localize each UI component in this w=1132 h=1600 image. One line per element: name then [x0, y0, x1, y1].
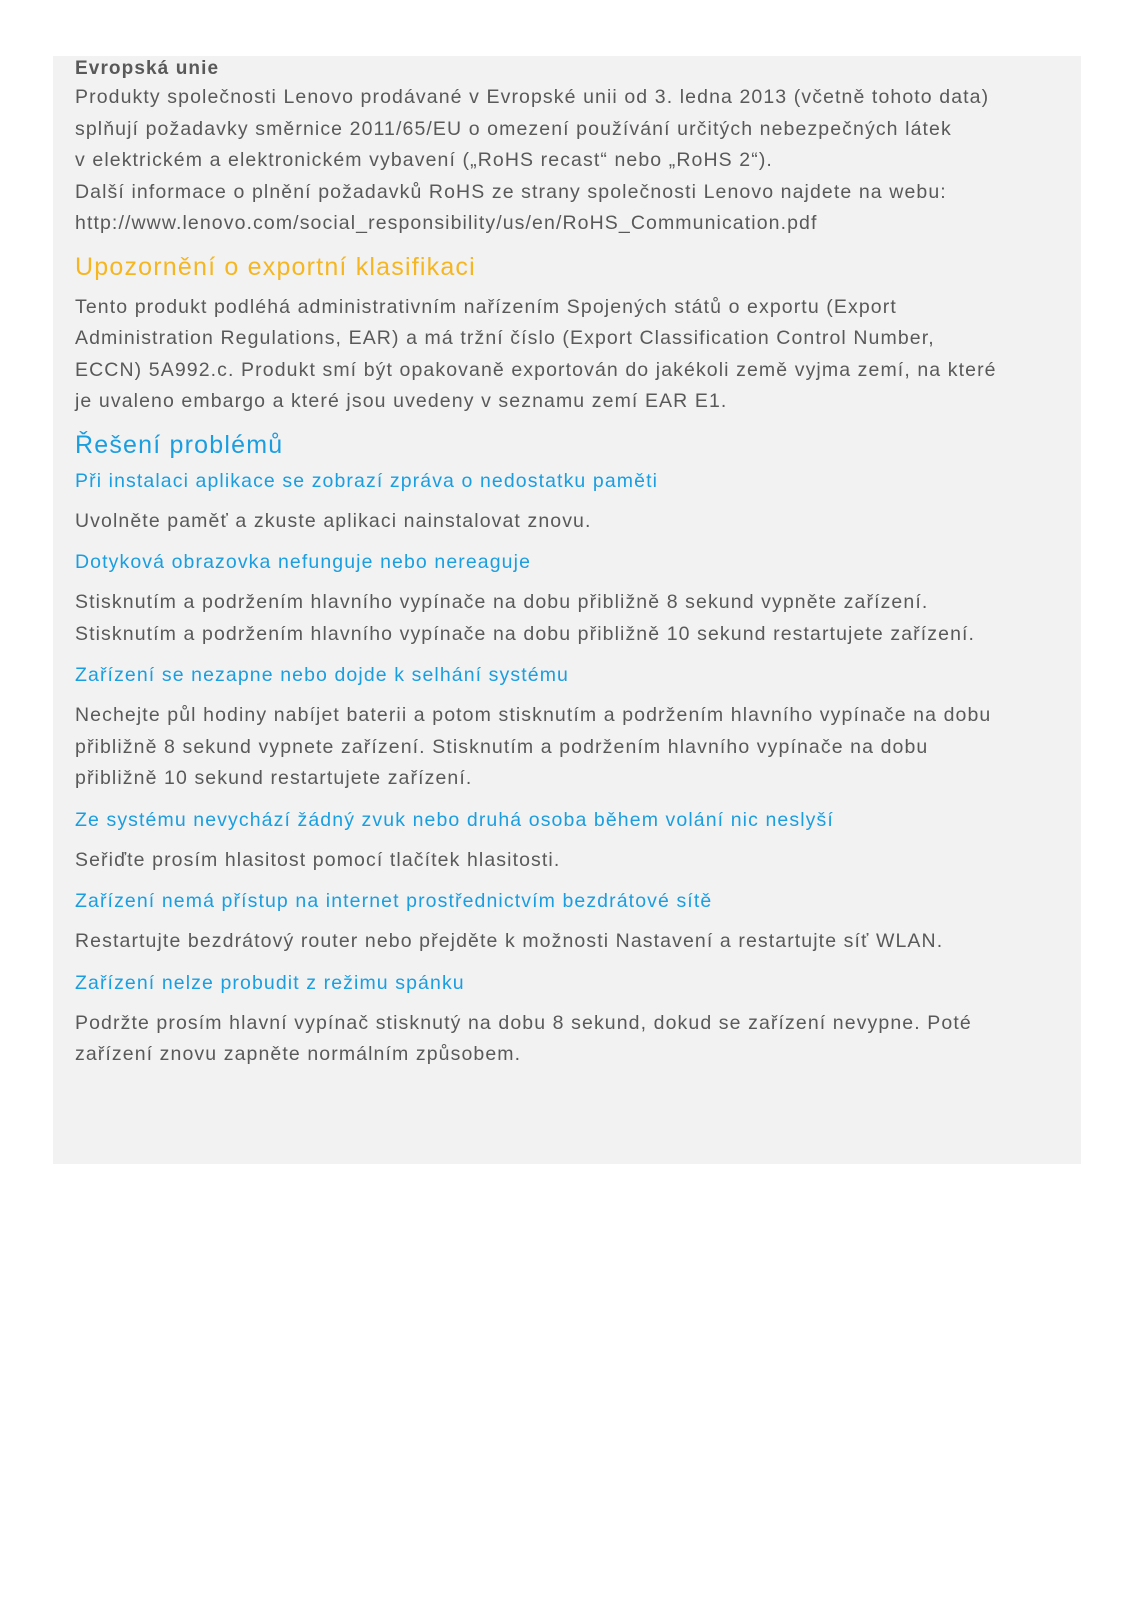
faq-answer-line: Restartujte bezdrátový router nebo přejděte k možnosti Nastavení a restartujte síť WLAN.	[75, 930, 944, 952]
eu-section	[75, 56, 1075, 240]
faq-answer-line: Uvolněte paměť a zkuste aplikaci nainstalovat znovu.	[75, 509, 592, 532]
faq-question: Dotyková obrazovka nefunguje nebo nereaguje	[75, 551, 532, 573]
faq-answer-line: Stisknutím a podržením hlavního vypínače na dobu přibližně 10 sekund restartujete zařízení.	[75, 622, 976, 645]
faq-item	[75, 968, 1075, 1071]
export-section	[75, 252, 1075, 418]
export-line: Tento produkt podléhá administrativním nařízením Spojených států o exportu (Export	[75, 295, 897, 318]
eu-line: splňují požadavky směrnice 2011/65/EU o omezení používání určitých nebezpečných látek	[75, 117, 952, 140]
rohs-link[interactable]: http://www.lenovo.com/social_responsibility/us/en/RoHS_Communication.pdf	[75, 212, 818, 234]
export-line: ECCN) 5A992.c. Produkt smí být opakovaně exportován do jakékoli země vyjma zemí, na které	[75, 358, 997, 381]
export-line: Administration Regulations, EAR) a má tržní číslo (Export Classification Control Number,	[75, 327, 935, 349]
eu-line: Produkty společnosti Lenovo prodávané v Evropské unii od 3. ledna 2013 (včetně tohoto data)	[75, 86, 990, 108]
faq-answer-line: Podržte prosím hlavní vypínač stisknutý na dobu 8 sekund, dokud se zařízení nevypne. Poté	[75, 1011, 972, 1034]
faq-item	[75, 886, 1075, 958]
faq-answer-line: přibližně 8 sekund vypnete zařízení. Stisknutím a podržením hlavního vypínače na dobu	[75, 735, 929, 758]
faq-question: Zařízení se nezapne nebo dojde k selhání systému	[75, 664, 569, 686]
faq-answer	[75, 845, 1075, 877]
faq-item	[75, 466, 1075, 538]
faq-answer	[75, 700, 1075, 795]
faq-answer	[75, 587, 1075, 650]
export-heading: Upozornění o exportní klasifikaci	[75, 252, 476, 281]
faq-item	[75, 805, 1075, 877]
faq-answer-line: Nechejte půl hodiny nabíjet baterii a potom stisknutím a podržením hlavního vypínače na dobu	[75, 704, 992, 726]
faq-answer	[75, 926, 1075, 958]
faq-answer	[75, 506, 1075, 538]
eu-line: Další informace o plnění požadavků RoHS ze strany společnosti Lenovo najdete na webu:	[75, 180, 947, 203]
faq-answer-line: zařízení znovu zapněte normálním způsobem.	[75, 1043, 522, 1065]
faq-answer-line: Stisknutím a podržením hlavního vypínače na dobu přibližně 8 sekund vypněte zařízení.	[75, 591, 929, 613]
faq-question: Ze systému nevychází žádný zvuk nebo druhá osoba během volání nic neslyší	[75, 808, 834, 831]
faq-question: Zařízení nemá přístup na internet prostřednictvím bezdrátové sítě	[75, 890, 713, 912]
page-content	[75, 56, 1075, 1081]
faq-question: Zařízení nelze probudit z režimu spánku	[75, 971, 465, 994]
export-line: je uvaleno embargo a které jsou uvedeny v seznamu zemí EAR E1.	[75, 390, 728, 412]
faq-item	[75, 660, 1075, 795]
eu-title: Evropská unie	[75, 58, 220, 79]
troubleshooting-section	[75, 430, 1075, 1071]
faq-answer-line: přibližně 10 sekund restartujete zařízení.	[75, 767, 473, 789]
faq-question: Při instalaci aplikace se zobrazí zpráva o nedostatku paměti	[75, 469, 659, 492]
faq-answer	[75, 1008, 1075, 1071]
troubleshooting-heading: Řešení problémů	[75, 430, 284, 459]
faq-item	[75, 547, 1075, 650]
faq-answer-line: Seřiďte prosím hlasitost pomocí tlačítek hlasitosti.	[75, 848, 561, 871]
eu-line: v elektrickém a elektronickém vybavení („RoHS recast“ nebo „RoHS 2“).	[75, 149, 773, 171]
